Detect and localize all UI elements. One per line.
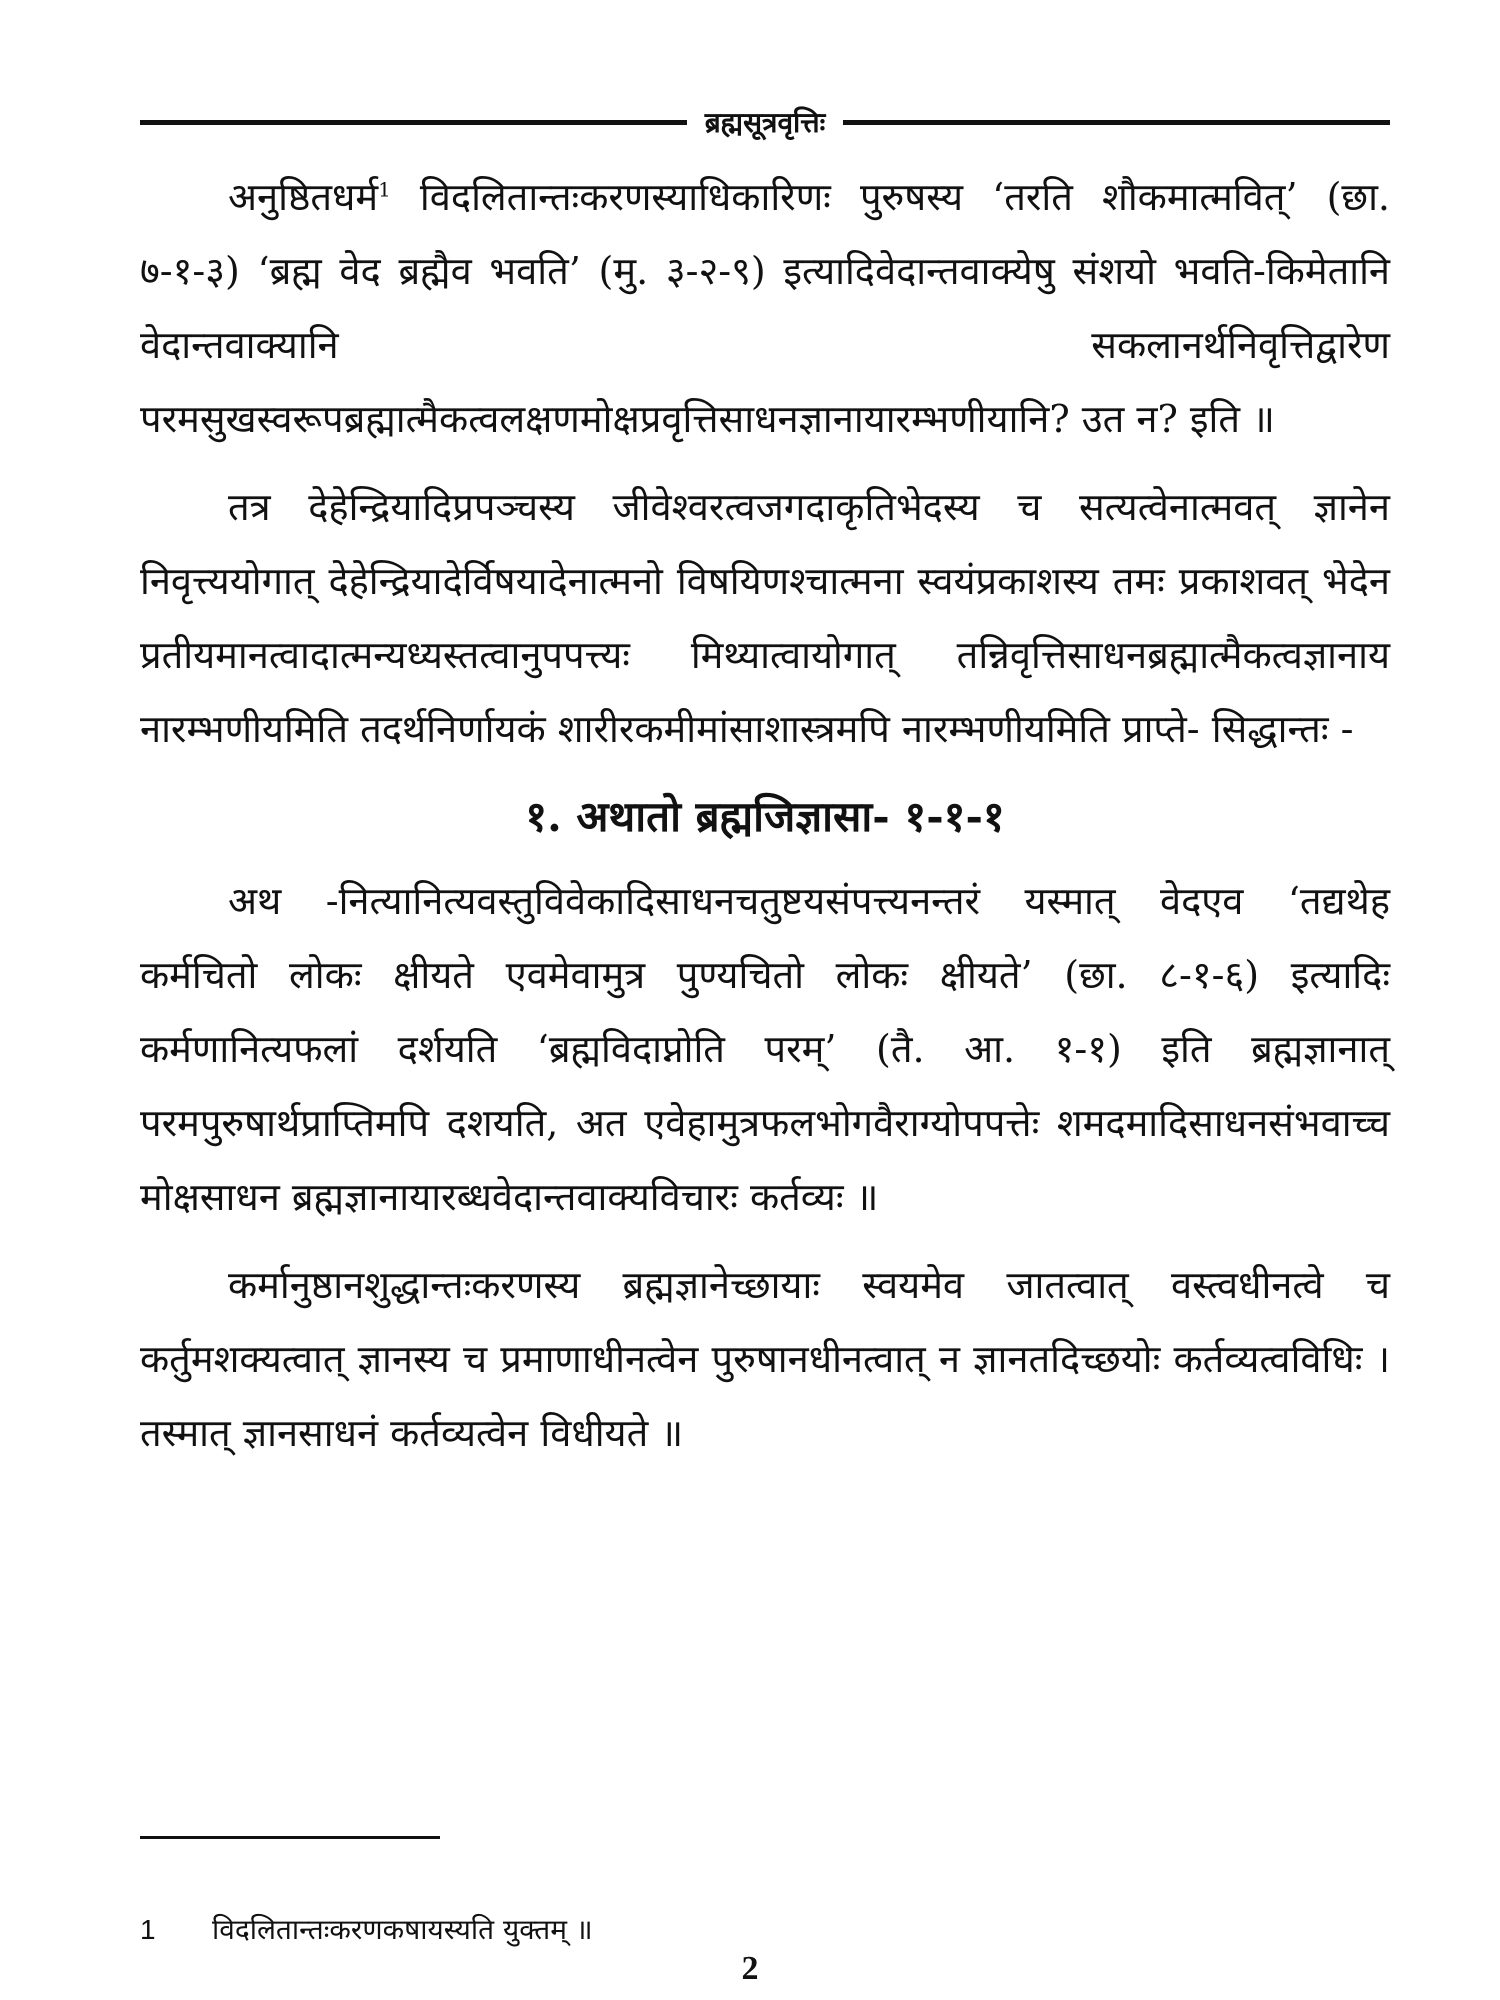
footnote-separator: [140, 1836, 440, 1839]
paragraph-1-lead: अनुष्ठितधर्म: [228, 175, 379, 219]
paragraph-2: तत्र देहेन्द्रियादिप्रपञ्चस्य जीवेश्वरत्वजगदाकृतिभेदस्य च सत्यत्वेनात्मवत् ज्ञानेन निवृत्त्ययोगात् देहेन्द्रियादेर्विषयादेनात्मनो विषयिणश्चात्मना स्वयंप्रकाशस्य तमः प्रकाशवत् भेदेन प्रतीयमानत्वादात्मन्यध्यस्तत्वानुपपत्त्यः मिथ्यात्वायोगात् तन्निवृत्तिसाधनब्रह्मात्मैकत्वज्ञानाय नारम्भणीयमिति तदर्थनिर्णायकं शारीरकमीमांसाशास्त्रमपि नारम्भणीयमिति प्राप्ते- सिद्धान्तः -: [140, 485, 1390, 751]
paragraph-3: अथ -नित्यानित्यवस्तुविवेकादिसाधनचतुष्टयसंपत्त्यनन्तरं यस्मात् वेदएव ‘तद्यथेह कर्मचितो लोकः क्षीयते एवमेवामुत्र पुण्यचितो लोकः क्षीयते’ (छा. ८-१-६) इत्यादिः कर्मणानित्यफलां दर्शयति ‘ब्रह्मविदाप्नोति परम्’ (तै. आ. १-१) इति ब्रह्मज्ञानात् परमपुरुषार्थप्राप्तिमपि दशयति, अत एवेहामुत्रफलभोगवैराग्योपपत्तेः शमदमादिसाधनसंभवाच्च मोक्षसाधन ब्रह्मज्ञानायारब्धवेदान्तवाक्यविचारः कर्तव्यः ॥: [140, 879, 1390, 1219]
running-title: ब्रह्मसूत्रवृत्तिः: [704, 106, 826, 139]
header-rule-right: [843, 120, 1390, 125]
paragraph-1: [140, 160, 1390, 456]
page-number: 2: [741, 1950, 759, 1987]
sutra-heading: १. अथातो ब्रह्मजिज्ञासा- १-१-१: [525, 792, 1005, 841]
paragraph-4: कर्मानुष्ठानशुद्धान्तःकरणस्य ब्रह्मज्ञानेच्छायाः स्वयमेव जातत्वात् वस्त्वधीनत्वे च कर्तुमशक्यत्वात् ज्ञानस्य च प्रमाणाधीनत्वेन पुरुषानधीनत्वात् न ज्ञानतदिच्छयोः कर्तव्यत्वविधिः । तस्मात् ज्ञानसाधनं कर्तव्यत्वेन विधीयते ॥: [140, 1263, 1390, 1455]
footnote-number: 1: [140, 1914, 156, 1945]
footnote-reference: 1: [378, 177, 391, 202]
footnote-text: विदलितान्तःकरणकषायस्यति युक्तम् ॥: [212, 1913, 593, 1946]
header-rule-left: [140, 120, 687, 125]
footnote: [140, 1912, 1140, 1948]
main-text: [140, 160, 1390, 1484]
paragraph-1-text: विदलितान्तःकरणस्याधिकारिणः पुरुषस्य ‘तरति शौकमात्मवित्’ (छा. ७-१-३) ‘ब्रह्म वेद ब्रह्मैव भवति’ (मु. ३-२-९) इत्यादिवेदान्तवाक्येषु संशयो भवति-किमेतानि वेदान्तवाक्यानि सकलानर्थनिवृत्तिद्वारेण परमसुखस्वरूपब्रह्मात्मैकत्वलक्षणमोक्षप्रवृत्तिसाधनज्ञानायारम्भणीयानि? उत न? इति ॥: [140, 175, 1390, 441]
running-header: [140, 102, 1390, 142]
